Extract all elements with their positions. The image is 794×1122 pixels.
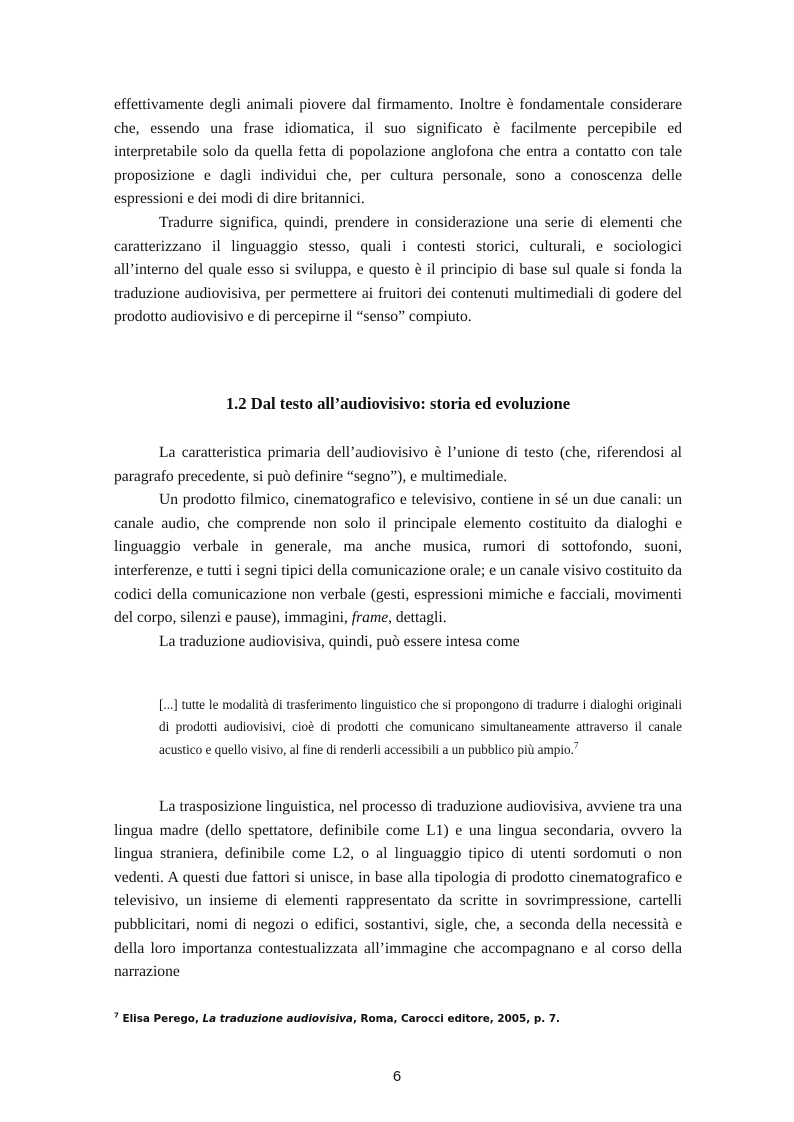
footnote-number: 7 [114, 1011, 119, 1020]
page-number: 6 [392, 1068, 402, 1085]
footnote-title: La traduzione audiovisiva [202, 1013, 353, 1025]
paragraph-intro-quote: La traduzione audiovisiva, quindi, può essere intesa come [159, 632, 520, 650]
footnote-author: Elisa Perego, [118, 1013, 203, 1025]
quote-text: [...] tutte le modalità di trasferimento linguistico che si propongono di tradurre i dialoghi originali di prodotti audiovisivi, cioè di prodotti che comunicano simultaneamente attraverso il canale acustico e quello visivo, al fine di renderli accessibili a un pubblico più ampio. [159, 697, 682, 757]
paragraph-prodotto-filmico-text: Un prodotto filmico, cinematografico e televisivo, contiene in sé un due canali: un canale audio, che comprende non solo il principale elemento costituito da dialoghi e linguaggio verbale in generale, ma anche musica, rumori di sottofondo, suoni, interferenze, e tutti i segni tipici della comunicazione orale; e un canale visivo costituito da codici della comunicazione non verbale (gesti, espressioni mimiche e facciali, movimenti del corpo, silenzi e pause), immagini, [114, 491, 682, 627]
paragraph-continuation: effettivamente degli animali piovere dal firmamento. Inoltre è fondamentale considerare che, essendo una frase idiomatica, il suo significato è facilmente percepibile ed interpretabile solo da quella fetta di popolazione anglofona che entra a contatto con tale proposizione e dagli individui che, per cultura personale, sono a conoscenza delle espressioni e dei modi di dire britannici. [114, 96, 682, 208]
paragraph-prodotto-filmico-end: dettagli. [392, 609, 447, 627]
footnote-reference: 7 [573, 740, 579, 751]
block-quote [159, 694, 682, 761]
paragraph-tradurre: Tradurre significa, quindi, prendere in considerazione una serie di elementi che caratterizzano il linguaggio stesso, quali i contesti storici, culturali, e sociologici all’interno del quale esso si sviluppa, e questo è il principio di base sul quale si fonda la traduzione audiovisiva, per permettere ai fruitori dei contenuti multimediali di godere del prodotto audiovisivo e di percepirne il “senso” compiuto. [114, 213, 682, 326]
section-heading: 1.2 Dal testo all’audiovisivo: storia ed evoluzione [225, 394, 571, 413]
paragraph-caratteristica: La caratteristica primaria dell’audiovisivo è l’unione di testo (che, riferendosi al paragrafo precedente, si può definire “segno”), e multimediale. [114, 444, 682, 485]
body-text-section-1 [114, 93, 682, 329]
body-text-section-3 [114, 795, 682, 984]
footnote [114, 1011, 682, 1027]
body-text-section-2 [114, 441, 682, 653]
quote-text-wrapper [159, 694, 682, 761]
paragraph-prodotto-filmico [114, 488, 682, 630]
footnote-rest: , Roma, Carocci editore, 2005, p. 7. [352, 1013, 560, 1025]
paragraph-trasposizione: La trasposizione linguistica, nel processo di traduzione audiovisiva, avviene tra una lingua madre (dello spettatore, definibile come L1) e una lingua secondaria, ovvero la lingua straniera, definibile come L2, o al linguaggio tipico di utenti sordomuti o non vedenti. A questi due fattori si unisce, in base alla tipologia di prodotto cinematografico e televisivo, un insieme di elementi rappresentato da scritte in sovrimpressione, cartelli pubblicitari, nomi di negozi o edifici, sostantivi, sigle, che, a seconda della necessità e della loro importanza contestualizzata all’immagine che accompagnano e al corso della narrazione [114, 798, 682, 981]
italic-term-frame: frame, [351, 609, 393, 627]
